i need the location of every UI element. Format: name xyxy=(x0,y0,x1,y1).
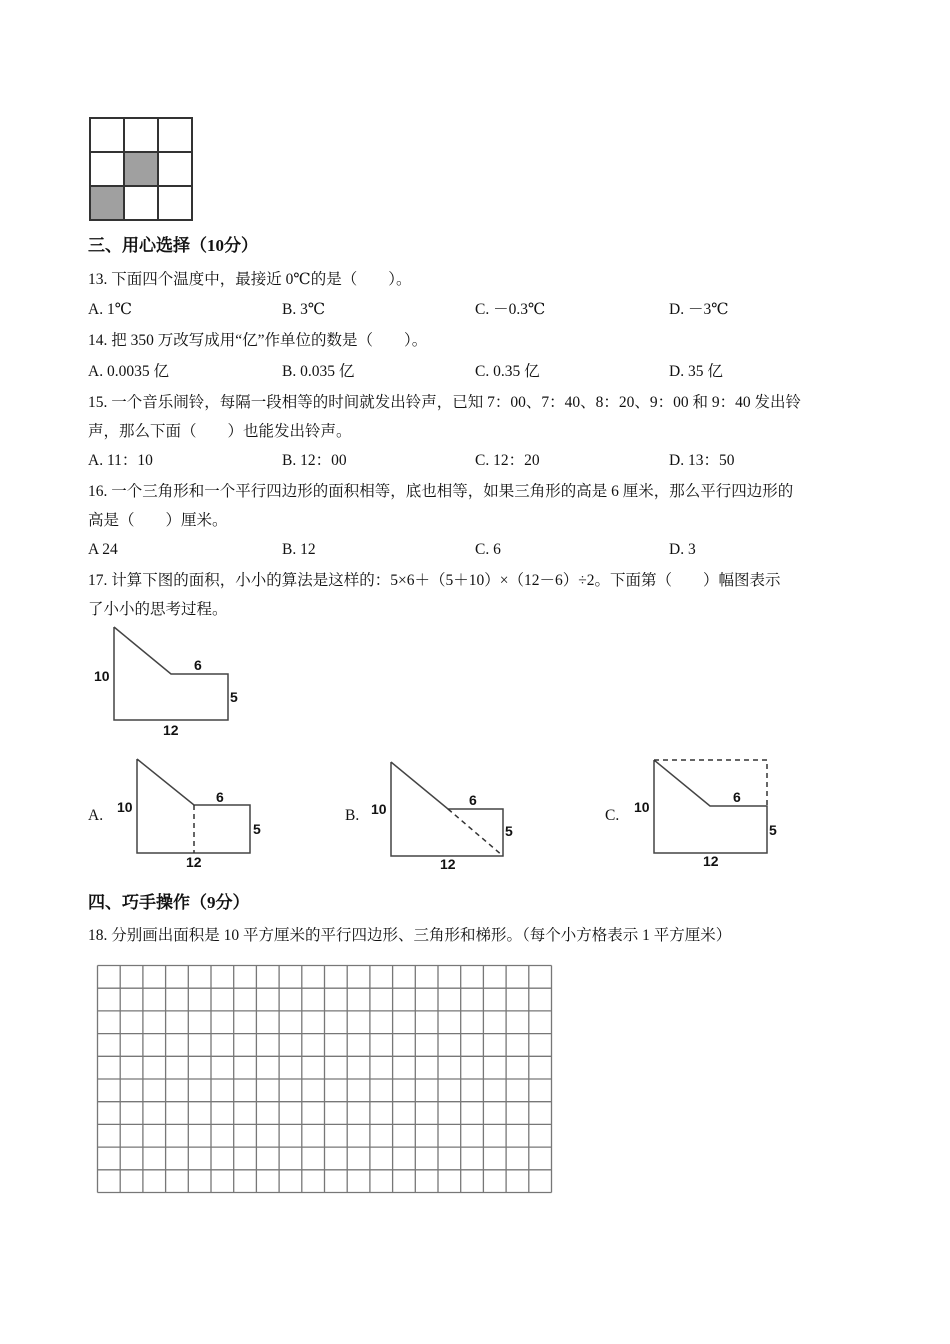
question-15-option-d[interactable]: D. 13：50 xyxy=(669,452,735,469)
question-14-option-b[interactable]: B. 0.035 亿 xyxy=(282,363,355,380)
section-3-title: 三、用心选择（10分） xyxy=(88,236,258,255)
question-13-option-a[interactable]: A. 1℃ xyxy=(88,301,133,318)
label-right: 5 xyxy=(505,823,513,839)
label-top: 6 xyxy=(733,789,741,805)
composite-shape-main xyxy=(94,627,238,738)
question-15-text-line1: 15. 一个音乐闹铃，每隔一段相等的时间就发出铃声，已知 7：00、7：40、8：20、9：00 和 9：40 发出铃 xyxy=(88,394,802,411)
drawing-grid[interactable] xyxy=(98,966,552,1193)
label-left: 10 xyxy=(94,668,110,684)
label-left: 10 xyxy=(634,799,650,815)
question-13-option-d[interactable]: D. －3℃ xyxy=(669,301,729,318)
question-15-option-a[interactable]: A. 11：10 xyxy=(88,452,153,469)
question-16-text-line2: 高是（ ）厘米。 xyxy=(88,512,228,529)
question-17-text-line1: 17. 计算下图的面积，小小的算法是这样的：5×6＋（5＋10）×（12－6）÷2。下面第（ ）幅图表示 xyxy=(88,572,781,589)
option-b-figure[interactable] xyxy=(371,762,513,872)
label-bottom: 12 xyxy=(440,856,456,872)
question-15-option-b[interactable]: B. 12：00 xyxy=(282,452,347,469)
label-bottom: 12 xyxy=(163,722,179,738)
option-a-figure[interactable] xyxy=(117,759,261,870)
label-bottom: 12 xyxy=(703,853,719,869)
question-16-option-d[interactable]: D. 3 xyxy=(669,541,696,558)
question-17-option-c-label[interactable]: C. xyxy=(605,807,620,824)
question-14-option-d[interactable]: D. 35 亿 xyxy=(669,363,723,380)
question-14-text: 14. 把 350 万改写成用“亿”作单位的数是（ ）。 xyxy=(88,332,428,349)
label-top: 6 xyxy=(216,789,224,805)
question-17-option-b-label[interactable]: B. xyxy=(345,807,360,824)
label-right: 5 xyxy=(253,821,261,837)
label-right: 5 xyxy=(230,689,238,705)
label-bottom: 12 xyxy=(186,854,202,870)
label-top: 6 xyxy=(194,657,202,673)
question-15-text-line2: 声，那么下面（ ）也能发出铃声。 xyxy=(88,423,352,440)
label-top: 6 xyxy=(469,792,477,808)
question-17-text-line2: 了小小的思考过程。 xyxy=(88,601,228,618)
question-16-text-line1: 16. 一个三角形和一个平行四边形的面积相等，底也相等，如果三角形的高是 6 厘米，那么平行四边形的 xyxy=(88,483,794,500)
question-13-option-b[interactable]: B. 3℃ xyxy=(282,301,326,318)
section-4-title: 四、巧手操作（9分） xyxy=(88,893,250,912)
question-18-text: 18. 分别画出面积是 10 平方厘米的平行四边形、三角形和梯形。（每个小方格表示 1 平方厘米） xyxy=(88,927,732,944)
question-15-option-c[interactable]: C. 12：20 xyxy=(475,452,540,469)
question-17-option-a-label[interactable]: A. xyxy=(88,807,104,824)
question-14-option-c[interactable]: C. 0.35 亿 xyxy=(475,363,540,380)
question-13-text: 13. 下面四个温度中，最接近 0℃的是（ ）。 xyxy=(88,271,412,288)
question-14-option-a[interactable]: A. 0.0035 亿 xyxy=(88,363,169,380)
question-16-option-b[interactable]: B. 12 xyxy=(282,541,316,558)
option-c-figure[interactable] xyxy=(634,760,777,869)
label-right: 5 xyxy=(769,822,777,838)
label-left: 10 xyxy=(371,801,387,817)
question-13-option-c[interactable]: C. －0.3℃ xyxy=(475,301,546,318)
question-16-option-c[interactable]: C. 6 xyxy=(475,541,501,558)
label-left: 10 xyxy=(117,799,133,815)
question-16-option-a[interactable]: A 24 xyxy=(88,541,118,558)
